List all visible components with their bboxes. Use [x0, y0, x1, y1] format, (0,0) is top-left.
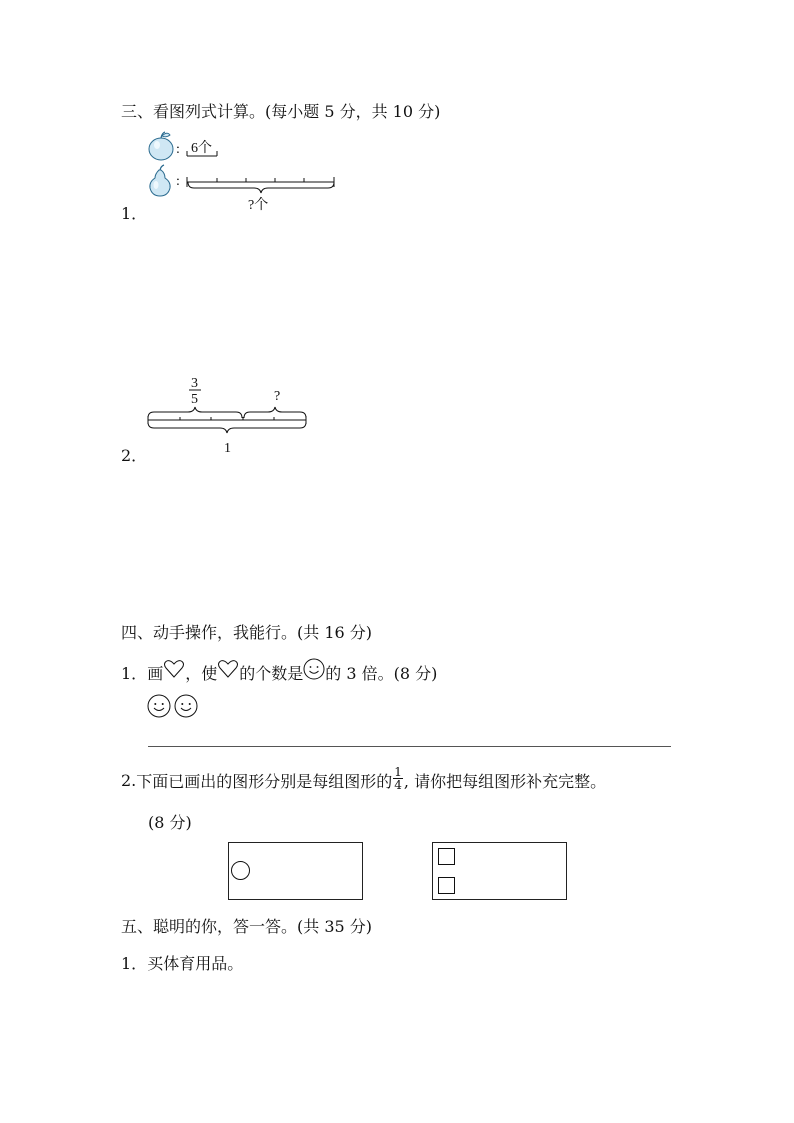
- s4-q2-line: [121, 765, 607, 793]
- smiley-icon: [174, 694, 198, 718]
- s4-q1-number: 1．: [121, 664, 148, 683]
- s4-q1-text-a: 画: [147, 664, 164, 683]
- s4-q2-number: 2.: [121, 771, 137, 790]
- apple-icon: [149, 132, 173, 160]
- s4-q2-fraction-denominator: 4: [394, 778, 402, 792]
- q2-whole-label: 1: [224, 441, 231, 456]
- s5-q1-text: 买体育用品。: [147, 954, 244, 973]
- s4-q2-fraction: [393, 766, 403, 791]
- section4-heading: 四、动手操作，我能行。(共 16 分): [121, 623, 373, 642]
- s4-q2-text-b: , 请你把每组图形补充完整。: [403, 772, 607, 791]
- q2-unknown-label: ?: [274, 389, 281, 404]
- s4-q2-fraction-numerator: 1: [394, 765, 402, 779]
- s4-q1-line: [121, 661, 437, 684]
- shape-group-box-1: [228, 842, 363, 900]
- smiley-icon: [303, 658, 325, 680]
- shape-group-box-2: [432, 842, 567, 900]
- pear-count-label: ?个: [248, 198, 269, 213]
- heart-icon: [163, 658, 185, 680]
- answer-line: [148, 746, 671, 747]
- square-shape: [438, 877, 455, 894]
- heart-icon: [217, 658, 239, 680]
- s4-q2-text-a: 下面已画出的图形分别是每组图形的: [136, 772, 393, 791]
- q1-line-diagram: [144, 130, 344, 220]
- q2-fraction-numerator: 3: [191, 376, 198, 391]
- pear-icon: [150, 165, 170, 196]
- s4-q2-points: (8 分): [148, 813, 192, 832]
- q1-colon-pear: :: [176, 174, 180, 189]
- s4-q1-text-b: ，使: [185, 664, 218, 683]
- circle-shape: [231, 861, 250, 880]
- smiley-icon: [147, 694, 171, 718]
- apple-count-label: 6个: [191, 141, 212, 156]
- section5-heading: 五、聪明的你，答一答。(共 35 分): [121, 917, 373, 936]
- section3-heading: 三、看图列式计算。(每小题 5 分，共 10 分): [121, 102, 441, 121]
- q2-fraction-denominator: 5: [191, 392, 198, 407]
- q1-colon-apple: :: [176, 142, 180, 157]
- given-smileys: [147, 694, 198, 718]
- s5-q1-number: 1．: [121, 954, 148, 973]
- q2-fraction-diagram: [144, 372, 314, 462]
- s4-q1-text-c: 的个数是: [239, 664, 304, 683]
- s5-q1-line: [121, 951, 243, 974]
- square-shape: [438, 848, 455, 865]
- s4-q1-text-d: 的 3 倍。(8 分): [325, 664, 438, 683]
- q2-number: 2．: [121, 446, 148, 465]
- q1-number: 1．: [121, 204, 148, 223]
